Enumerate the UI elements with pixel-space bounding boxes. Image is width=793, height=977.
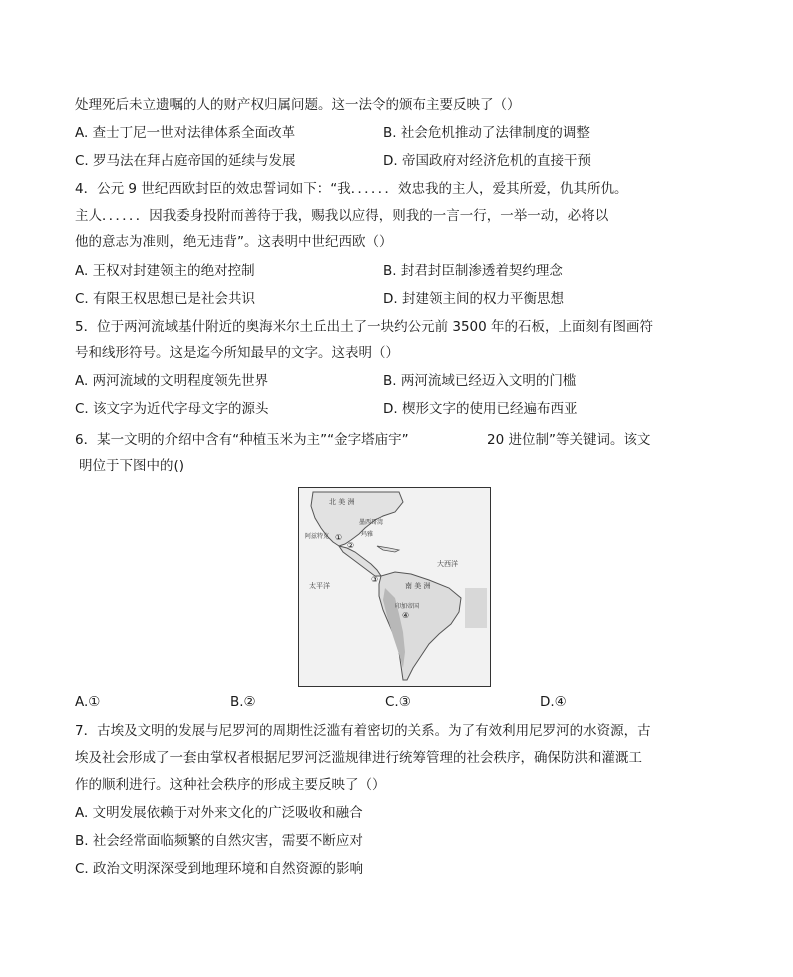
q5-stem-line-1: 5．位于两河流域基什附近的奥海米尔土丘出土了一块约公元前 3500 年的石板，上面刻有图画符 <box>75 319 654 335</box>
map-marker-2: ② <box>347 541 355 550</box>
map-marker-1: ① <box>335 533 343 542</box>
q4-option-d[interactable]: D. 封建领主间的权力平衡思想 <box>383 291 564 307</box>
map-label-gulf: 墨西哥湾 <box>359 519 384 526</box>
q6-stem-line-2: 明位于下图中的() <box>79 458 185 474</box>
map-label-aztec: 阿兹特克 <box>305 533 330 540</box>
q6-option-d[interactable]: D.④ <box>540 694 567 710</box>
q5-stem-line-2: 号和线形符号。这是迄今所知最早的文字。这表明（） <box>75 345 399 361</box>
map-label-inca: 印加帝国 <box>395 603 420 610</box>
map-label-north-america: 北 美 洲 <box>329 498 355 506</box>
q4-stem-line-2: 主人．．．．．．因我委身投附而善待于我，赐我以应得，则我的一言一行，一举一动，必将以 <box>75 208 609 224</box>
map-label-maya: 玛雅 <box>361 531 374 538</box>
map-label-south-america: 南 美 洲 <box>405 582 431 590</box>
q6-option-b[interactable]: B.② <box>230 694 256 710</box>
map-marker-4: ④ <box>402 611 410 620</box>
q5-option-b[interactable]: B. 两河流域已经迈入文明的门槛 <box>383 373 577 389</box>
q3-stem-tail: 处理死后未立遗嘱的人的财产权归属问题。这一法令的颁布主要反映了（） <box>75 97 521 113</box>
q7-option-c[interactable]: C. 政治文明深深受到地理环境和自然资源的影响 <box>75 861 364 877</box>
q6-stem-line-1a: 6．某一文明的介绍中含有“种植玉米为主”“金字塔庙宇” <box>75 432 409 448</box>
q3-option-a[interactable]: A. 查士丁尼一世对法律体系全面改革 <box>75 125 296 141</box>
q7-stem-line-2: 埃及社会形成了一套由掌权者根据尼罗河泛滥规律进行统筹管理的社会秩序，确保防洪和灌溉工 <box>75 750 642 766</box>
q4-stem-line-3: 他的意志为准则，绝无违背”。这表明中世纪西欧（） <box>75 234 393 250</box>
map-label-pacific: 太平洋 <box>309 582 330 590</box>
map-marker-3: ③ <box>371 575 379 584</box>
q5-option-c[interactable]: C. 该文字为近代字母文字的源头 <box>75 401 269 417</box>
q7-option-a[interactable]: A. 文明发展依赖于对外来文化的广泛吸收和融合 <box>75 805 363 821</box>
q6-option-a[interactable]: A.① <box>75 694 101 710</box>
q4-stem-line-1: 4．公元 9 世纪西欧封臣的效忠誓词如下：“我．．．．．．效忠我的主人，爱其所爱，仇其所仇。 <box>75 181 628 197</box>
q6-stem-line-1b: 20 进位制”等关键词。该文 <box>487 432 651 448</box>
americas-map-svg <box>299 488 490 686</box>
q3-option-c[interactable]: C. 罗马法在拜占庭帝国的延续与发展 <box>75 153 296 169</box>
q7-stem-line-3: 作的顺利进行。这种社会秩序的形成主要反映了（） <box>75 777 386 793</box>
q7-option-b[interactable]: B. 社会经常面临频繁的自然灾害，需要不断应对 <box>75 833 363 849</box>
americas-map <box>298 487 491 687</box>
q5-option-d[interactable]: D. 楔形文字的使用已经遍布西亚 <box>383 401 578 417</box>
q3-option-b[interactable]: B. 社会危机推动了法律制度的调整 <box>383 125 590 141</box>
q6-option-c[interactable]: C.③ <box>385 694 411 710</box>
q7-stem-line-1: 7．古埃及文明的发展与尼罗河的周期性泛滥有着密切的关系。为了有效利用尼罗河的水资源，古 <box>75 723 651 739</box>
q3-option-d[interactable]: D. 帝国政府对经济危机的直接干预 <box>383 153 591 169</box>
q4-option-c[interactable]: C. 有限王权思想已是社会共识 <box>75 291 256 307</box>
q4-option-a[interactable]: A. 王权对封建领主的绝对控制 <box>75 263 255 279</box>
q4-option-b[interactable]: B. 封君封臣制渗透着契约理念 <box>383 263 563 279</box>
q5-option-a[interactable]: A. 两河流域的文明程度领先世界 <box>75 373 269 389</box>
map-label-atlantic: 大西洋 <box>437 560 458 568</box>
